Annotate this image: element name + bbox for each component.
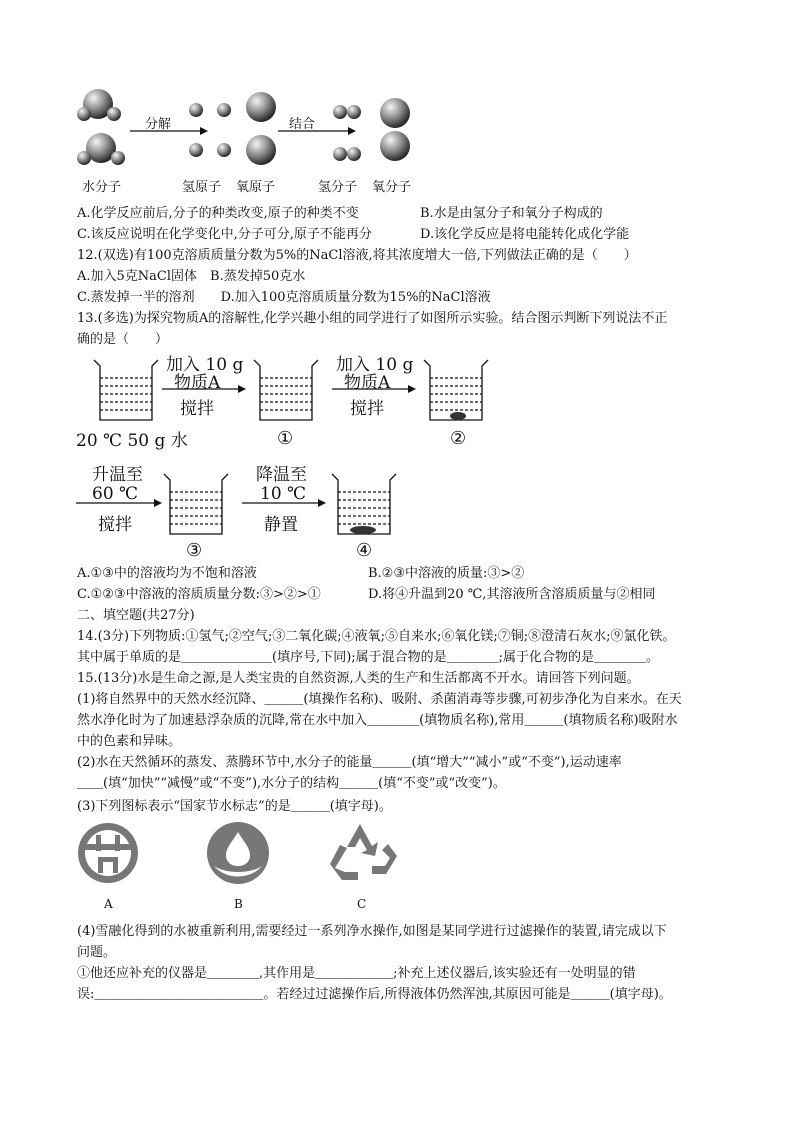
q11-option-d: D.该化学反应是将电能转化成化学能 bbox=[420, 227, 630, 242]
arrow3-heat: 升温至 bbox=[92, 465, 143, 485]
arrow4-stand: 静置 bbox=[264, 515, 298, 535]
decompose-label: 分解 bbox=[145, 117, 172, 132]
beaker-3 bbox=[164, 474, 228, 534]
water-molecule-label: 水分子 bbox=[82, 180, 122, 195]
beaker-2 bbox=[424, 360, 488, 420]
q15-line3: 然水净化时为了加速悬浮杂质的沉降,常在水中加入＿＿＿＿(填物质名称),常用＿＿＿(填物质名称)吸附水 bbox=[77, 713, 678, 728]
q11-option-a: A.化学反应前后,分子的种类改变,原子的种类不变 bbox=[77, 206, 359, 221]
q13-stem-line1: 13.(多选)为探究物质A的溶解性,化学兴趣小组的同学进行了如图所示实验。结合图示判断下列说法不正 bbox=[77, 311, 668, 326]
q15-line8: (4)雪融化得到的水被重新利用,需要经过一系列净水操作,如图是某同学进行过滤操作的装置,请完成以下 bbox=[77, 924, 667, 939]
q13-option-c: C.①②③中溶液的溶质质量分数:③>②>① bbox=[77, 587, 321, 602]
arrow2-stir: 搅拌 bbox=[350, 399, 384, 419]
arrow2-substance: 物质A bbox=[344, 373, 391, 393]
beaker-mark-3: ③ bbox=[186, 540, 203, 561]
logo-a-icon bbox=[78, 823, 138, 883]
q13-option-b: B.②③中溶液的质量:③>② bbox=[368, 566, 525, 581]
q15-line11: 误:＿＿＿＿＿＿＿＿＿＿＿＿＿。若经过过滤操作后,所得液体仍然浑浊,其原因可能是＿＿＿(填字母)。 bbox=[77, 987, 672, 1002]
q12-options-cd: C.蒸发掉一半的溶剂 D.加入100克溶质质量分数为15%的NaCl溶液 bbox=[77, 290, 491, 305]
beaker-0 bbox=[94, 360, 158, 420]
logo-b-label: B bbox=[234, 897, 243, 911]
product-molecules bbox=[333, 98, 410, 161]
oxygen-molecule-label: 氧分子 bbox=[372, 180, 412, 195]
logo-b-icon bbox=[207, 822, 269, 884]
arrow3-stir: 搅拌 bbox=[98, 515, 132, 535]
logo-c-icon bbox=[330, 824, 397, 880]
hydrogen-atom-label: 氢原子 bbox=[182, 180, 222, 195]
q12-options-ab: A.加入5克NaCl固体 B.蒸发掉50克水 bbox=[77, 269, 306, 284]
q15-line7: (3)下列图标表示“国家节水标志”的是＿＿＿(填字母)。 bbox=[77, 799, 392, 814]
beaker-4 bbox=[332, 474, 396, 534]
beaker-mark-2: ② bbox=[450, 428, 467, 449]
q11-option-b: B.水是由氢分子和氧分子构成的 bbox=[420, 206, 603, 221]
combine-label: 结合 bbox=[289, 117, 316, 132]
logo-c-label: C bbox=[357, 897, 367, 911]
start-condition-label: 20 ℃ 50 g 水 bbox=[76, 431, 188, 451]
water-molecules bbox=[77, 89, 125, 165]
q13-stem-line2: 确的是（ ） bbox=[77, 332, 169, 347]
q15-line2: (1)将自然界中的天然水经沉降、＿＿＿(填操作名称)、吸附、杀菌消毒等步骤,可初步净化为自来水。在天 bbox=[77, 692, 682, 707]
q11-option-c: C.该反应说明在化学变化中,分子可分,原子不能再分 bbox=[77, 227, 372, 242]
arrow1-stir: 搅拌 bbox=[180, 399, 214, 419]
oxygen-atom-label: 氧原子 bbox=[236, 180, 276, 195]
beaker-1 bbox=[254, 360, 318, 420]
arrow3-temp: 60 ℃ bbox=[92, 484, 139, 504]
q15-line4: 中的色素和异味。 bbox=[77, 734, 182, 749]
arrow1-substance: 物质A bbox=[174, 373, 221, 393]
q14-line2: 其中属于单质的是＿＿＿＿＿＿＿(填序号,下同);属于混合物的是＿＿＿＿;属于化合物的是＿＿＿＿。 bbox=[77, 650, 660, 665]
q13-option-a: A.①③中的溶液均为不饱和溶液 bbox=[77, 566, 257, 581]
q15-line9: 问题。 bbox=[77, 945, 117, 960]
arrow2-add-amount: 加入 10 g bbox=[336, 355, 414, 375]
q15-line10: ①他还应补充的仪器是＿＿＿＿,其作用是＿＿＿＿＿＿;补充上述仪器后,该实验还有一处明显的错 bbox=[77, 966, 636, 981]
beaker-mark-4: ④ bbox=[356, 540, 373, 561]
beaker-mark-1: ① bbox=[277, 428, 294, 449]
arrow4-temp: 10 ℃ bbox=[260, 484, 307, 504]
arrow4-cool: 降温至 bbox=[256, 465, 307, 485]
q13-option-d: D.将④升温到20 ℃,其溶液所含溶质质量与②相同 bbox=[368, 587, 656, 602]
hydrogen-molecule-label: 氢分子 bbox=[318, 180, 358, 195]
q15-line6: ＿＿(填“加快”“减慢”或“不变”),水分子的结构＿＿＿(填“不变”或“改变”)。 bbox=[77, 776, 506, 791]
q12-stem: 12.(双选)有100克溶质质量分数为5%的NaCl溶液,将其浓度增大一倍,下列做法正确的是（ ） bbox=[77, 248, 637, 263]
q15-line5: (2)水在天然循环的蒸发、蒸腾环节中,水分子的能量＿＿＿(填“增大”“减小”或“不变”),运动速率 bbox=[77, 755, 622, 770]
logo-a-label: A bbox=[104, 897, 113, 911]
q15-line1: 15.(13分)水是生命之源,是人类宝贵的自然资源,人类的生产和生活都离不开水。请回答下列问题。 bbox=[77, 671, 640, 686]
section-heading: 二、填空题(共27分) bbox=[77, 608, 195, 623]
arrow1-add-amount: 加入 10 g bbox=[166, 355, 244, 375]
q14-line1: 14.(3分)下列物质:①氢气;②空气;③二氧化碳;④液氧;⑤自来水;⑥氧化镁;⑦铜;⑧澄清石灰水;⑨氯化铁。 bbox=[77, 629, 676, 644]
